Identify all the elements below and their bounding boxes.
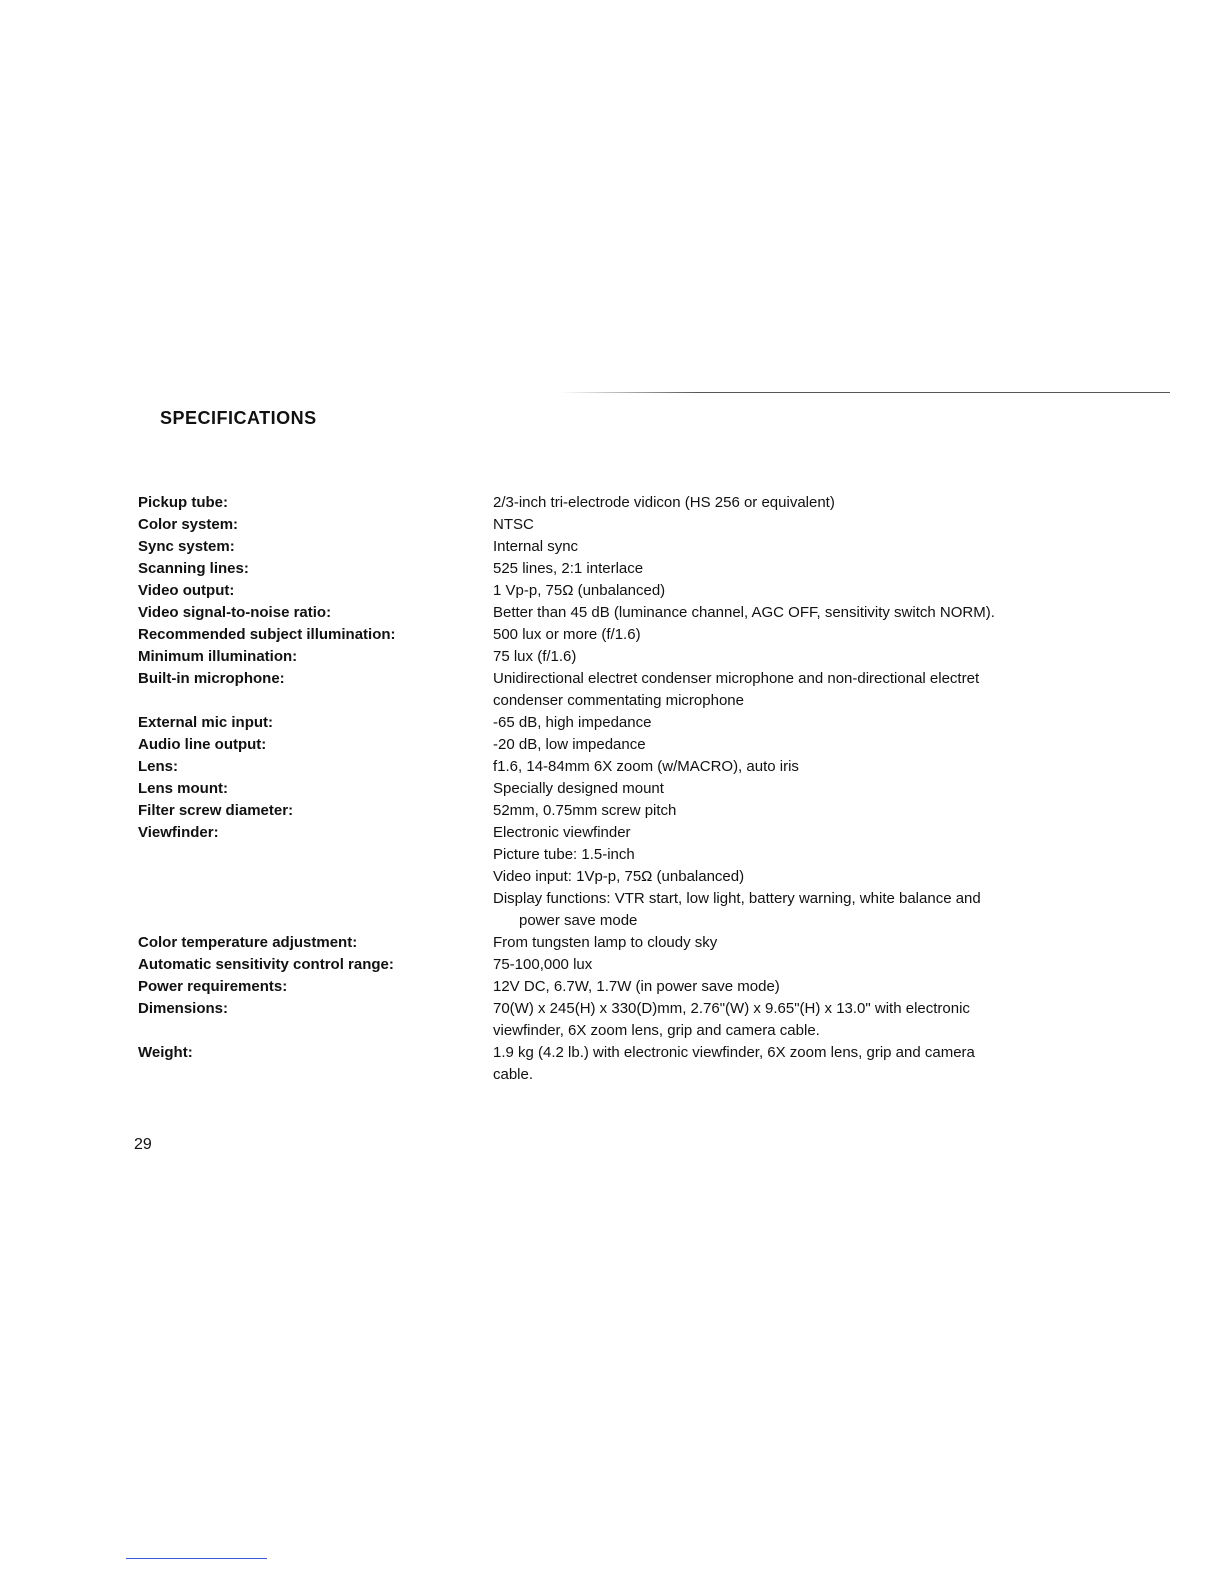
header-rule-fade (560, 392, 700, 394)
spec-value-line: Internal sync (493, 538, 579, 555)
spec-value-line: viewfinder, 6X zoom lens, grip and camera cable. (493, 1022, 820, 1039)
spec-value-line: Electronic viewfinder (493, 824, 631, 841)
spec-label: Video signal-to-noise ratio: (138, 604, 332, 621)
spec-value-line: -20 dB, low impedance (493, 736, 646, 753)
spec-value (493, 646, 1118, 668)
spec-label: Lens: (138, 758, 179, 775)
spec-row-viewfinder (138, 822, 1118, 932)
spec-row-external-mic-input (138, 712, 1118, 734)
spec-value-line: Unidirectional electret condenser microphone and non-directional electret (493, 670, 980, 687)
spec-label: Recommended subject illumination: (138, 626, 396, 643)
spec-row-color-temperature (138, 932, 1118, 954)
spec-row-scanning-lines (138, 558, 1118, 580)
page-title: SPECIFICATIONS (160, 408, 317, 428)
spec-row-lens-mount (138, 778, 1118, 800)
spec-value (493, 954, 1118, 976)
spec-row-recommended-illumination (138, 624, 1118, 646)
spec-value-line: 12V DC, 6.7W, 1.7W (in power save mode) (493, 978, 780, 995)
spec-value (493, 998, 1118, 1042)
spec-row-filter-screw-diameter (138, 800, 1118, 822)
spec-row-video-output (138, 580, 1118, 602)
spec-value (493, 536, 1118, 558)
spec-value (493, 602, 1118, 624)
footer-link-rule (126, 1558, 267, 1559)
spec-label: Filter screw diameter: (138, 802, 294, 819)
spec-row-dimensions (138, 998, 1118, 1042)
spec-value-line: 70(W) x 245(H) x 330(D)mm, 2.76"(W) x 9.65"(H) x 13.0" with electronic (493, 1000, 970, 1017)
spec-row-signal-to-noise (138, 602, 1118, 624)
spec-row-minimum-illumination (138, 646, 1118, 668)
spec-label: Weight: (138, 1044, 193, 1061)
spec-value-line: 500 lux or more (f/1.6) (493, 626, 641, 643)
spec-label: Lens mount: (138, 780, 228, 797)
spec-value (493, 976, 1118, 998)
spec-row-color-system (138, 514, 1118, 536)
spec-value-line: Specially designed mount (493, 780, 664, 797)
spec-value-line: Better than 45 dB (luminance channel, AGC OFF, sensitivity switch NORM). (493, 604, 995, 621)
specifications-table (138, 492, 1118, 1086)
spec-row-weight (138, 1042, 1118, 1086)
spec-value-line: -65 dB, high impedance (493, 714, 652, 731)
spec-label: Built-in microphone: (138, 670, 285, 687)
spec-value-line: 52mm, 0.75mm screw pitch (493, 802, 677, 819)
spec-value-line: condenser commentating microphone (493, 692, 744, 709)
spec-value-line: Video input: 1Vp-p, 75Ω (unbalanced) (493, 868, 745, 885)
spec-value-line: power save mode (519, 912, 638, 929)
spec-row-sync-system (138, 536, 1118, 558)
spec-value-line: Picture tube: 1.5-inch (493, 846, 635, 863)
spec-value (493, 492, 1118, 514)
spec-value (493, 822, 1118, 932)
spec-value-line: 1 Vp-p, 75Ω (unbalanced) (493, 582, 666, 599)
spec-value (493, 668, 1118, 712)
spec-label: Pickup tube: (138, 494, 229, 511)
spec-value (493, 756, 1118, 778)
spec-value (493, 514, 1118, 536)
spec-value-line: 525 lines, 2:1 interlace (493, 560, 644, 577)
spec-value-line: f1.6, 14-84mm 6X zoom (w/MACRO), auto iris (493, 758, 799, 775)
page-number: 29 (134, 1136, 152, 1153)
spec-row-lens (138, 756, 1118, 778)
spec-label: Scanning lines: (138, 560, 249, 577)
spec-value-line: Display functions: VTR start, low light, battery warning, white balance and (493, 890, 981, 907)
spec-value-line: 2/3-inch tri-electrode vidicon (HS 256 or equivalent) (493, 494, 835, 511)
spec-label: Viewfinder: (138, 824, 219, 841)
spec-label: Audio line output: (138, 736, 267, 753)
spec-value-line: NTSC (493, 516, 534, 533)
spec-value-line: 75-100,000 lux (493, 956, 593, 973)
spec-value (493, 800, 1118, 822)
spec-label: Video output: (138, 582, 235, 599)
spec-label: Sync system: (138, 538, 235, 555)
spec-value-line: From tungsten lamp to cloudy sky (493, 934, 718, 951)
spec-row-sensitivity-range (138, 954, 1118, 976)
spec-value (493, 778, 1118, 800)
spec-value (493, 624, 1118, 646)
spec-label: External mic input: (138, 714, 274, 731)
spec-value (493, 558, 1118, 580)
spec-value (493, 734, 1118, 756)
spec-value-line: 75 lux (f/1.6) (493, 648, 577, 665)
spec-row-built-in-microphone (138, 668, 1118, 712)
spec-value (493, 932, 1118, 954)
spec-label: Minimum illumination: (138, 648, 298, 665)
spec-value (493, 1042, 1118, 1086)
spec-value (493, 712, 1118, 734)
spec-label: Dimensions: (138, 1000, 229, 1017)
spec-row-pickup-tube (138, 492, 1118, 514)
spec-label: Color system: (138, 516, 239, 533)
spec-label: Power requirements: (138, 978, 288, 995)
spec-value-line: cable. (493, 1066, 534, 1083)
spec-value (493, 580, 1118, 602)
spec-row-power-requirements (138, 976, 1118, 998)
spec-label: Automatic sensitivity control range: (138, 956, 394, 973)
spec-row-audio-line-output (138, 734, 1118, 756)
spec-value-line: 1.9 kg (4.2 lb.) with electronic viewfinder, 6X zoom lens, grip and camera (493, 1044, 975, 1061)
spec-label: Color temperature adjustment: (138, 934, 358, 951)
